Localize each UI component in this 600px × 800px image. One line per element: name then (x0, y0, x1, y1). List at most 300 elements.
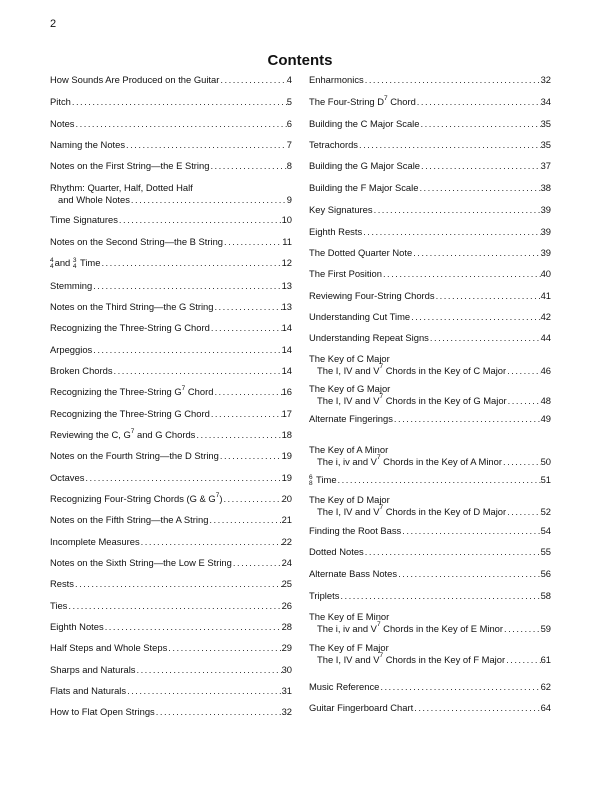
toc-entry-title (50, 280, 92, 292)
toc-entry (50, 257, 292, 270)
toc-line (50, 600, 292, 612)
toc-line (309, 204, 551, 216)
title-text: Tetrachords (309, 139, 358, 150)
toc-entry-title (50, 685, 126, 697)
superscript: 7 (215, 491, 220, 499)
toc-entry-title (309, 702, 413, 714)
toc-entry (309, 247, 551, 259)
toc-entry (50, 365, 292, 377)
title-text: Rests (50, 578, 74, 589)
toc-page-number: 42 (540, 311, 551, 322)
toc-page-number: 59 (540, 622, 551, 634)
toc-line (309, 118, 551, 130)
toc-entry (50, 536, 292, 548)
superscript: 7 (379, 393, 384, 401)
toc-entry (50, 450, 292, 462)
toc-entry-title (50, 472, 84, 484)
toc-line (50, 408, 292, 420)
toc-entry-title (309, 139, 358, 151)
toc-page-number: 54 (540, 525, 551, 536)
subtitle-text-end: Chords in the Key of D Major (383, 505, 507, 517)
toc-page-number: 19 (281, 450, 292, 461)
toc-line (50, 386, 292, 398)
title-text: Enharmonics (309, 74, 364, 85)
toc-page-number: 19 (281, 472, 292, 483)
toc-page-number: 48 (540, 394, 551, 406)
toc-line (50, 621, 292, 633)
toc-page-number: 64 (540, 702, 551, 713)
dot-leader (397, 568, 540, 580)
toc-page-number: 25 (281, 578, 292, 589)
toc-line (50, 514, 292, 526)
toc-entry-subtitle (317, 365, 506, 377)
toc-entry (309, 290, 551, 302)
dot-leader (213, 301, 281, 313)
toc-entry-title (309, 494, 390, 506)
toc-entry-subtitle (58, 194, 130, 206)
toc-entry (309, 568, 551, 580)
toc-entry-title (309, 413, 393, 425)
dot-leader (208, 514, 281, 526)
toc-entry (309, 702, 551, 714)
toc-entry-title (50, 139, 125, 151)
toc-line (50, 118, 292, 130)
toc-entry-title (309, 160, 420, 172)
toc-entry (309, 642, 551, 665)
title-text-end: ) (219, 493, 223, 504)
dot-leader (507, 395, 541, 407)
toc-entry-title (309, 383, 390, 395)
title-text: Alternate Fingerings (309, 413, 393, 424)
subtitle-text-end: Chords in the Key of G Major (383, 394, 507, 406)
toc-line (309, 247, 551, 259)
toc-entry (309, 332, 551, 344)
title-text-end: Time (77, 257, 101, 268)
toc-entry-title (50, 236, 223, 248)
toc-entry-title (309, 118, 419, 130)
toc-entry (50, 493, 292, 505)
toc-page-number: 16 (281, 386, 292, 397)
toc-line (50, 429, 292, 441)
time-signature-icon (73, 258, 77, 270)
dot-leader (84, 472, 281, 484)
dot-leader (104, 621, 282, 633)
toc-line (50, 182, 292, 194)
toc-line (309, 160, 551, 172)
toc-line (50, 322, 292, 334)
subtitle-text-end: Chords in the Key of F Major (383, 653, 506, 665)
title-text-end: Chord (185, 386, 214, 397)
toc-page-number: 46 (540, 364, 551, 376)
toc-page-number: 31 (281, 685, 292, 696)
dot-leader (362, 226, 540, 238)
title-text: Stemming (50, 280, 93, 291)
toc-line (309, 290, 551, 302)
title-text: and (54, 257, 71, 268)
dot-leader (155, 706, 282, 718)
toc-page-number: 51 (540, 474, 551, 485)
toc-line (309, 96, 551, 108)
toc-line (50, 472, 292, 484)
toc-entry (309, 74, 551, 86)
toc-line (50, 664, 292, 676)
toc-line (309, 494, 551, 506)
title-text: Triplets (309, 590, 340, 601)
toc-entry (309, 311, 551, 323)
toc-entry (50, 301, 292, 313)
toc-entry-title (50, 96, 71, 108)
toc-entry (309, 383, 551, 406)
toc-page-number: 11 (282, 236, 292, 247)
title-text: Building the F Major Scale (309, 182, 419, 193)
title-text-end: Chord (387, 96, 416, 107)
title-text: Rhythm: Quarter, Half, Dotted Half (50, 182, 193, 193)
dot-leader (232, 557, 282, 569)
title-text: Half Steps and Whole Steps (50, 642, 168, 653)
dot-leader (130, 194, 287, 206)
title-text-end: and G Chords (134, 429, 196, 440)
toc-page-number: 14 (281, 322, 292, 333)
toc-page-number: 21 (281, 514, 292, 525)
dot-leader (222, 493, 281, 505)
toc-page-number: 18 (281, 429, 292, 440)
dot-leader (506, 506, 540, 518)
toc-subline (309, 506, 551, 518)
toc-entry-title (309, 546, 364, 558)
toc-entry (309, 182, 551, 194)
toc-line (50, 344, 292, 356)
toc-entry (50, 557, 292, 569)
title-text: The Dotted Quarter Note (309, 247, 413, 258)
dot-leader (219, 74, 286, 86)
toc-page-number: 39 (540, 226, 551, 237)
dot-leader (412, 247, 540, 259)
toc-line (50, 236, 292, 248)
toc-entry-title (309, 642, 389, 654)
toc-entry (309, 525, 551, 537)
toc-entry-title (309, 681, 379, 693)
dot-leader (413, 702, 540, 714)
toc-page-number: 50 (540, 455, 551, 467)
toc-line (50, 706, 292, 718)
dot-leader (429, 332, 541, 344)
toc-page-number: 61 (540, 653, 551, 665)
toc-line (309, 590, 551, 602)
superscript: 7 (376, 621, 381, 629)
toc-line (50, 578, 292, 590)
toc-entry (50, 74, 292, 86)
toc-entry (50, 685, 292, 697)
toc-entry-title (309, 311, 410, 323)
title-text: Recognizing the Three-String G Chord (50, 408, 210, 419)
toc-entry (50, 96, 292, 108)
toc-page-number: 40 (540, 268, 551, 279)
toc-page-number: 52 (540, 505, 551, 517)
subtitle-text-end: Chords in the Key of C Major (383, 364, 507, 376)
toc-entry (50, 600, 292, 612)
toc-entry (50, 182, 292, 205)
subtitle-text: and Whole Notes (58, 193, 130, 205)
toc-entry (309, 118, 551, 130)
toc-entry-title (309, 590, 339, 602)
toc-line (309, 268, 551, 280)
superscript: 7 (376, 454, 381, 462)
toc-entry-title (50, 706, 155, 718)
toc-entry-subtitle (317, 506, 506, 518)
toc-entry-subtitle (317, 395, 507, 407)
dot-leader (135, 664, 281, 676)
toc-entry (309, 546, 551, 558)
toc-entry (50, 514, 292, 526)
dot-leader (125, 139, 287, 151)
toc-entry (309, 96, 551, 108)
toc-line (50, 642, 292, 654)
title-text: The Key of A Minor (309, 444, 389, 455)
toc-page-number: 34 (540, 96, 551, 107)
title-text: Ties (50, 600, 68, 611)
title-text: Understanding Cut Time (309, 311, 411, 322)
toc-page-number: 28 (281, 621, 292, 632)
time-signature-denominator: 4 (50, 262, 54, 270)
title-text: Flats and Naturals (50, 685, 127, 696)
toc-line (309, 332, 551, 344)
toc-entry (309, 474, 551, 487)
toc-entry-title (309, 290, 435, 302)
dot-leader (339, 590, 540, 602)
title-text: Music Reference (309, 681, 380, 692)
toc-entry (309, 681, 551, 693)
superscript: 7 (379, 652, 384, 660)
title-text: The Key of E Minor (309, 611, 390, 622)
toc-entry-title (50, 514, 208, 526)
dot-leader (209, 160, 286, 172)
toc-entry-subtitle (317, 654, 505, 666)
subtitle-text: The i, iv and V (317, 622, 377, 634)
dot-leader (364, 546, 541, 558)
toc-entry (50, 706, 292, 718)
title-text: Reviewing the C, G (50, 429, 131, 440)
toc-page-number: 6 (286, 118, 292, 129)
dot-leader (219, 450, 282, 462)
toc-line (50, 493, 292, 505)
subtitle-text: The I, IV and V (317, 364, 380, 376)
toc-subline (50, 194, 292, 206)
toc-entry-title (50, 621, 104, 633)
subtitle-text: The I, IV and V (317, 394, 380, 406)
dot-leader (393, 413, 541, 425)
dot-leader (401, 525, 540, 537)
toc-entry (50, 664, 292, 676)
title-text: How to Flat Open Strings (50, 706, 155, 717)
title-text: Recognizing Four-String Chords (G & G (50, 493, 216, 504)
title-text: The Key of D Major (309, 494, 390, 505)
toc-page-number: 7 (286, 139, 292, 150)
toc-page-number: 55 (540, 546, 551, 557)
title-text: Dotted Notes (309, 546, 364, 557)
dot-leader (71, 96, 287, 108)
toc-entry-title (309, 247, 412, 259)
toc-entry-title (50, 301, 213, 313)
toc-page-number: 35 (540, 118, 551, 129)
toc-entry-title (309, 96, 416, 108)
toc-entry-title (50, 386, 213, 398)
toc-subline (309, 623, 551, 635)
dot-leader (195, 429, 281, 441)
toc-line (309, 383, 551, 395)
toc-entry-title (50, 578, 74, 590)
toc-page-number: 12 (281, 257, 292, 268)
title-text: Notes on the Fourth String—the D String (50, 450, 219, 461)
toc-entry-title (50, 214, 118, 226)
dot-leader (92, 280, 281, 292)
title-text: Understanding Repeat Signs (309, 332, 429, 343)
dot-leader (503, 623, 541, 635)
toc-page-number: 14 (281, 344, 292, 355)
toc-entry-title (50, 322, 210, 334)
toc-page-number: 56 (540, 568, 551, 579)
title-text: Incomplete Measures (50, 536, 140, 547)
toc-line (309, 226, 551, 238)
toc-page-number: 41 (540, 290, 551, 301)
toc-entry-subtitle (317, 623, 503, 635)
dot-leader (213, 386, 281, 398)
toc-page-number: 20 (281, 493, 292, 504)
title-text: Eighth Rests (309, 226, 363, 237)
toc-line (50, 685, 292, 697)
toc-entry (50, 236, 292, 248)
dot-leader (126, 685, 281, 697)
toc-entry-title (309, 332, 429, 344)
subtitle-text-end: Chords in the Key of A Minor (380, 455, 502, 467)
toc-entry-title (50, 642, 167, 654)
toc-line (50, 160, 292, 172)
toc-page-number: 49 (540, 413, 551, 424)
title-text: Guitar Fingerboard Chart (309, 702, 414, 713)
title-text: The Key of G Major (309, 383, 391, 394)
subtitle-text: The I, IV and V (317, 653, 380, 665)
toc-page-number: 35 (540, 139, 551, 150)
toc-page-number: 32 (281, 706, 292, 717)
dot-leader (358, 139, 541, 151)
toc-page-number: 5 (286, 96, 292, 107)
toc-entry (309, 494, 551, 517)
title-text: The Four-String D (309, 96, 385, 107)
toc-entry-title (50, 74, 219, 86)
title-text: The Key of C Major (309, 353, 390, 364)
toc-entry-title (50, 344, 92, 356)
toc-line (309, 182, 551, 194)
title-text: Time Signatures (50, 214, 118, 225)
toc-page-number: 32 (540, 74, 551, 85)
toc-line (309, 353, 551, 365)
toc-line (309, 311, 551, 323)
toc-line (50, 301, 292, 313)
dot-leader (435, 290, 541, 302)
toc-entry-title (309, 474, 337, 487)
toc-page-number: 13 (281, 301, 292, 312)
toc-page-number: 58 (540, 590, 551, 601)
toc-page-number: 39 (540, 247, 551, 258)
dot-leader (92, 344, 281, 356)
toc-subline (309, 365, 551, 377)
dot-leader (223, 236, 282, 248)
toc-page-number: 8 (286, 160, 292, 171)
dot-leader (140, 536, 282, 548)
toc-entry-title (50, 429, 195, 441)
toc-page-number: 4 (286, 74, 292, 85)
dot-leader (210, 408, 282, 420)
toc-line (309, 568, 551, 580)
toc-entry (309, 204, 551, 216)
superscript: 7 (384, 94, 388, 102)
title-text: Eighth Notes (50, 621, 104, 632)
toc-entry-title (50, 600, 67, 612)
toc-line (50, 214, 292, 226)
title-text: Octaves (50, 472, 85, 483)
title-text: The Key of F Major (309, 642, 389, 653)
title-text: The First Position (309, 268, 382, 279)
title-text: Naming the Notes (50, 139, 126, 150)
toc-entry (309, 611, 551, 634)
time-signature-denominator: 4 (72, 262, 77, 270)
time-signature-denominator: 8 (309, 479, 313, 487)
toc-line (50, 139, 292, 151)
page-number: 2 (50, 18, 57, 30)
toc-line (50, 536, 292, 548)
title-text: Notes on the First String—the E String (50, 160, 210, 171)
toc-entry (50, 578, 292, 590)
title-text: Pitch (50, 96, 71, 107)
toc-entry (50, 214, 292, 226)
title-text: Alternate Bass Notes (309, 568, 398, 579)
contents-title: Contents (267, 52, 333, 69)
toc-entry-title (50, 664, 135, 676)
title-text: Sharps and Naturals (50, 664, 136, 675)
toc-line (309, 139, 551, 151)
toc-entry (50, 160, 292, 172)
dot-leader (337, 474, 541, 486)
toc-page-number: 62 (540, 681, 551, 692)
dot-leader (505, 654, 540, 666)
toc-entry (50, 429, 292, 441)
title-text: Building the G Major Scale (309, 160, 420, 171)
toc-entry-title (50, 182, 193, 194)
toc-page-number: 22 (281, 536, 292, 547)
toc-line (50, 257, 292, 270)
toc-entry-title (50, 408, 210, 420)
toc-line (50, 96, 292, 108)
toc-page-number: 39 (540, 204, 551, 215)
toc-entry (309, 444, 551, 467)
title-text: Notes on the Third String—the G String (50, 301, 214, 312)
toc-entry (50, 344, 292, 356)
time-signature-icon (309, 475, 313, 487)
toc-entry-title (309, 353, 390, 365)
title-text: Recognizing the Three-String G (50, 386, 182, 397)
toc-subline (309, 395, 551, 407)
time-signature-numerator: 4 (50, 256, 54, 264)
title-text: Reviewing Four-String Chords (309, 290, 435, 301)
dot-leader (75, 118, 287, 130)
dot-leader (416, 96, 541, 108)
toc-entry (309, 160, 551, 172)
superscript: 7 (181, 384, 186, 392)
toc-entry-title (50, 160, 209, 172)
superscript: 7 (379, 363, 384, 371)
toc-line (50, 280, 292, 292)
title-text: How Sounds Are Produced on the Guitar (50, 74, 220, 85)
toc-entry-title (309, 525, 401, 537)
